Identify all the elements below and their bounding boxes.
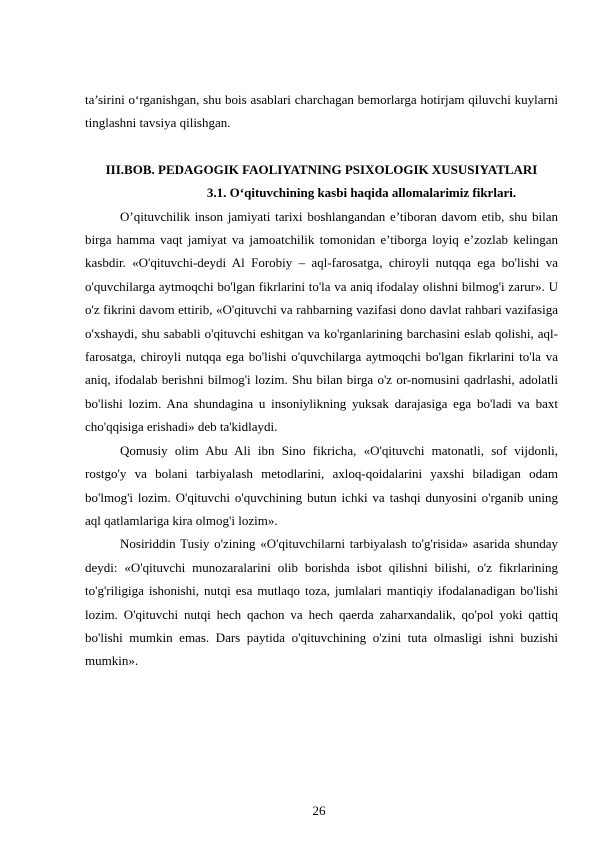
spacer	[85, 135, 558, 158]
paragraph-al-forobiy: O’qituvchilik inson jamiyati tarixi boshlangandan e’tiboran davom etib, shu bilan birga hamma vaqt jamiyat va jamoatchilik tomonidan e’tiborga loyiq e’zozlab kelingan kasbdir. «O'qituvchi-deydi Al Forobiy – aql-farosatga, chiroyli nutqqa ega bo'lishi va o'quvchilarga aytmoqchi bo'lgan fikrlarini to'la va aniq ifodalay olishni bilmog'i zarur». U o'z fikrini davom ettirib, «O'qituvchi va rahbarning vazifasi dono davlat rahbari vazifasiga o'xshaydi, shu sababli o'qituvchi eshitgan va ko'rganlarining barchasini eslab qolishi, aql-farosatga, chiroyli nutqqa ega bo'lishi o'quvchilarga aytmoqchi bo'lgan fikrlarini to'la va aniq, ifodalab berishni bilmog'i lozim. Shu bilan birga o'z or-nomusini qadrlashi, adolatli bo'lishi lozim. Ana shundagina u insoniylikning yuksak darajasiga ega bo'ladi va baxt cho'qqisiga erishadi» deb ta'kidlaydi.	[85, 208, 558, 435]
page-number: 26	[312, 803, 326, 818]
chapter-title: III.BOB. PEDAGOGIK FAOLIYATNING PSIXOLOGIK XUSUSIYATLARI	[105, 161, 538, 177]
paragraph-ibn-sino: Qomusiy olim Abu Ali ibn Sino fikricha, «O'qituvchi matonatli, sof vijdonli, rostgo'y va bolani tarbiyalash metodlarini, axloq-qoidalarini yaxshi biladigan odam bo'lmog'i lozim. O'qituvchi o'quvchining butun ichki va tashqi dunyosini o'rganib uning aql qatlamlariga kira olmog'i lozim».	[85, 442, 558, 528]
section-title: 3.1. O‘qituvchining kasbi haqida allomalarimiz fikrlari.	[206, 185, 517, 201]
paragraph-tusiy: Nosiriddin Tusiy o'zining «O'qituvchilarni tarbiyalash to'g'risida» asarida shunday deydi: «O'qituvchi munozaralarini olib borishda isbot qilishni bilishi, o'z fikrlarining to'g'riligiga ishonishi, nutqi esa mutlaqo toza, jumlalari mantiqiy ifodalanadigan bo'lishi lozim. O'qituvchi nutqi hech qachon va hech qaerda zaharxandalik, qo'pol yoki qattiq bo'lishi mumkin emas. Dars paytida o'qituvchining o'zini tuta olmasligi ishni buzishi mumkin».	[85, 536, 558, 669]
intro-paragraph: ta’sirini o‘rganishgan, shu bois asablari charchagan bemorlarga hotirjam qiluvchi kuylarni tinglashni tavsiya qilishgan.	[85, 92, 558, 131]
document-page	[85, 88, 558, 673]
